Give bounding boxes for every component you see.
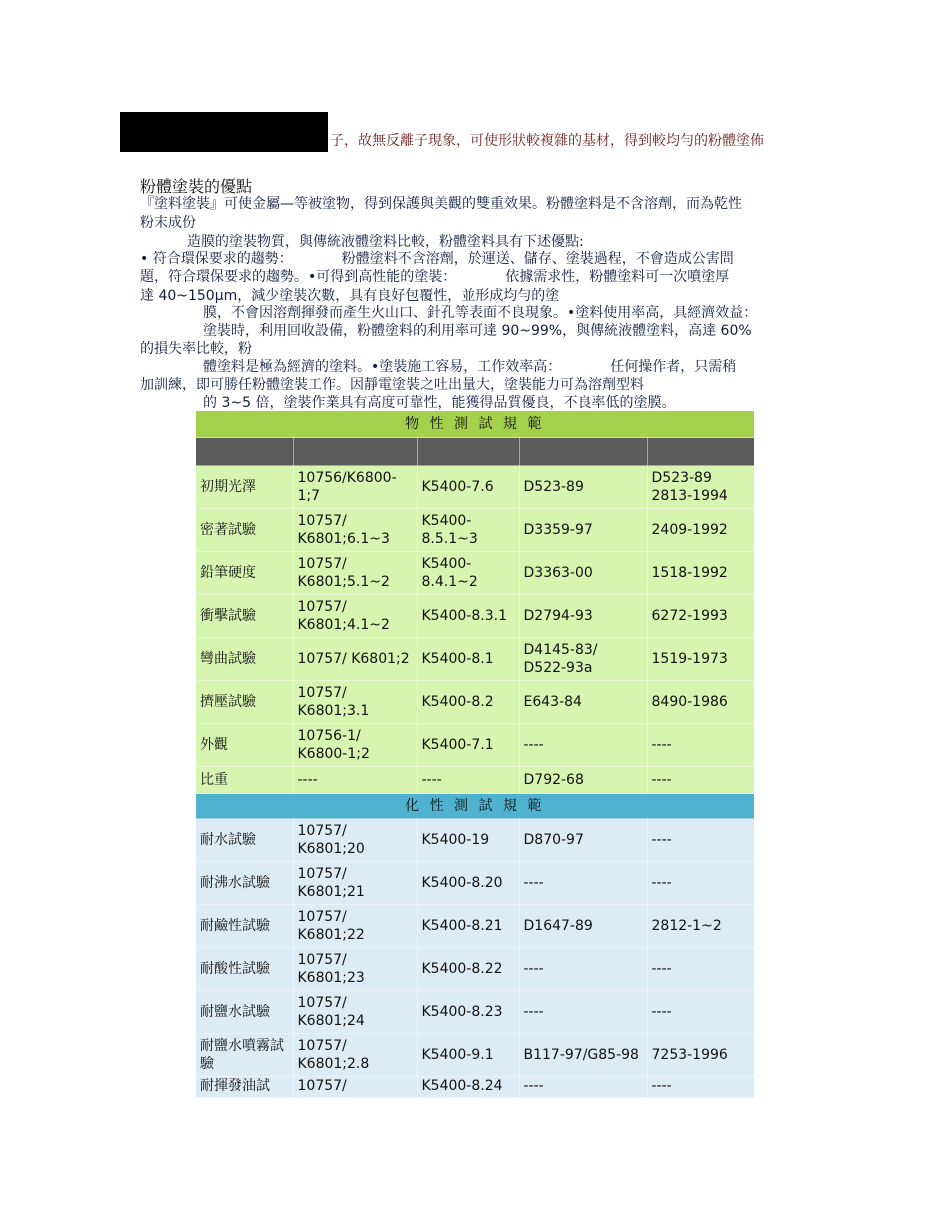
table-row <box>196 1034 754 1077</box>
jis-cell: ---- <box>417 767 519 794</box>
chemical-section-title: 化 性 測 試 規 範 <box>196 794 754 819</box>
cns-cell: 10757/ K6801;23 <box>293 948 417 991</box>
astm-cell: ---- <box>519 724 647 767</box>
paragraph-line: 造膜的塗裝物質，與傳統液體塗料比較，粉體塗料具有下述優點: <box>187 234 584 250</box>
test-name-cell: 耐揮發油試 <box>196 1077 293 1098</box>
table-row <box>196 552 754 595</box>
astm-cell: ---- <box>519 862 647 905</box>
iso-cell: ---- <box>647 724 754 767</box>
cns-cell: 10757/ K6801;3.1 <box>293 681 417 724</box>
jis-cell: K5400-8.22 <box>417 948 519 991</box>
astm-cell: ---- <box>519 948 647 991</box>
test-name-cell: 衝擊試驗 <box>196 595 293 638</box>
table-row <box>196 767 754 794</box>
test-name-cell: 耐水試驗 <box>196 819 293 862</box>
table-row <box>196 862 754 905</box>
section-heading: 粉體塗裝的優點 <box>140 177 253 196</box>
jis-cell: K5400-8.4.1~2 <box>417 552 519 595</box>
table-row <box>196 905 754 948</box>
test-name-cell: 耐鹼性試驗 <box>196 905 293 948</box>
physical-section-title: 物 性 測 試 規 範 <box>196 411 754 438</box>
jis-cell: K5400-8.20 <box>417 862 519 905</box>
paragraph-line: • 符合環保要求的趨勢： 粉體塗料不含溶劑，於運送、儲存、塗裝過程，不會造成公害問 <box>140 251 734 267</box>
astm-cell: E643-84 <box>519 681 647 724</box>
jis-cell: K5400-8.23 <box>417 991 519 1034</box>
iso-cell: 8490-1986 <box>647 681 754 724</box>
paragraph-line: 的損失率比較，粉 <box>140 341 252 357</box>
cns-cell: 10757/ K6801;4.1~2 <box>293 595 417 638</box>
top-line-text: 子，故無反離子現象，可使形狀較複雜的基材，得到較均勻的粉體塗佈 <box>330 133 764 149</box>
table-row <box>196 595 754 638</box>
astm-cell: D523-89 <box>519 466 647 509</box>
jis-cell: K5400-8.5.1~3 <box>417 509 519 552</box>
iso-cell: ---- <box>647 819 754 862</box>
table-row <box>196 948 754 991</box>
jis-cell: K5400-8.2 <box>417 681 519 724</box>
test-name-cell: 彎曲試驗 <box>196 638 293 681</box>
table-row <box>196 509 754 552</box>
iso-cell: 2812-1~2 <box>647 905 754 948</box>
jis-cell: K5400-8.21 <box>417 905 519 948</box>
iso-cell: ---- <box>647 862 754 905</box>
cns-cell: 10756/K6800-1;7 <box>293 466 417 509</box>
astm-cell: D1647-89 <box>519 905 647 948</box>
iso-cell: ---- <box>647 991 754 1034</box>
cns-cell: 10757/ K6801;6.1~3 <box>293 509 417 552</box>
jis-cell: K5400-9.1 <box>417 1034 519 1077</box>
jis-cell: K5400-19 <box>417 819 519 862</box>
paragraph-line: 塗裝時，利用回收設備，粉體塗料的利用率可達 90~99%，與傳統液體塗料，高達 60% <box>203 323 752 339</box>
astm-cell: D4145-83/ D522-93a <box>519 638 647 681</box>
astm-cell: D2794-93 <box>519 595 647 638</box>
cns-cell: 10757/ K6801;21 <box>293 862 417 905</box>
test-name-cell: 鉛筆硬度 <box>196 552 293 595</box>
astm-cell: D3359-97 <box>519 509 647 552</box>
astm-cell: ---- <box>519 991 647 1034</box>
header-cell <box>196 438 293 466</box>
cns-cell: 10757/ K6801;24 <box>293 991 417 1034</box>
astm-cell: B117-97/G85-98 <box>519 1034 647 1077</box>
physical-section-header <box>196 411 754 438</box>
table-header-row <box>196 438 754 466</box>
paragraph-line: 膜，不會因溶劑揮發而產生火山口、針孔等表面不良現象。•塗料使用率高，具經濟效益： <box>203 305 758 321</box>
paragraph-line: 粉末成份 <box>140 215 196 231</box>
table-row <box>196 1077 754 1098</box>
astm-cell: D3363-00 <box>519 552 647 595</box>
paragraph-line: 『塗料塗裝』可使金屬—等被塗物，得到保護與美觀的雙重效果。粉體塗料是不含溶劑，而為乾性 <box>140 196 742 212</box>
test-name-cell: 比重 <box>196 767 293 794</box>
jis-cell: K5400-7.6 <box>417 466 519 509</box>
cns-cell: 10757/ K6801;20 <box>293 819 417 862</box>
table-row <box>196 724 754 767</box>
table-row <box>196 819 754 862</box>
jis-cell: K5400-8.24 <box>417 1077 519 1098</box>
header-cell <box>647 438 754 466</box>
cns-cell: 10757/ K6801;22 <box>293 905 417 948</box>
iso-cell: 7253-1996 <box>647 1034 754 1077</box>
table-row <box>196 681 754 724</box>
test-name-cell: 耐鹽水試驗 <box>196 991 293 1034</box>
iso-cell: 1519-1973 <box>647 638 754 681</box>
cns-cell: 10757/ K6801;5.1~2 <box>293 552 417 595</box>
test-spec-table <box>196 411 755 1098</box>
chemical-section-header <box>196 794 754 819</box>
test-name-cell: 外觀 <box>196 724 293 767</box>
test-name-cell: 耐酸性試驗 <box>196 948 293 991</box>
jis-cell: K5400-8.3.1 <box>417 595 519 638</box>
iso-cell: ---- <box>647 767 754 794</box>
paragraph-line: 的 3~5 倍，塗裝作業具有高度可靠性，能獲得品質優良，不良率低的塗膜。 <box>203 395 676 411</box>
cns-cell: 10757/ K6801;2.8 <box>293 1034 417 1077</box>
cns-cell: ---- <box>293 767 417 794</box>
iso-cell: 2409-1992 <box>647 509 754 552</box>
paragraph-line: 達 40~150μm，減少塗裝次數，具有良好包覆性，並形成均勻的塗 <box>140 288 560 304</box>
header-cell <box>293 438 417 466</box>
iso-cell: ---- <box>647 1077 754 1098</box>
test-name-cell: 擠壓試驗 <box>196 681 293 724</box>
astm-cell: ---- <box>519 1077 647 1098</box>
astm-cell: D870-97 <box>519 819 647 862</box>
iso-cell: 6272-1993 <box>647 595 754 638</box>
test-name-cell: 密著試驗 <box>196 509 293 552</box>
test-name-cell: 耐鹽水噴霧試驗 <box>196 1034 293 1077</box>
cns-cell: 10757/ <box>293 1077 417 1098</box>
paragraph-line: 體塗料是極為經濟的塗料。•塗裝施工容易，工作效率高： 任何操作者，只需稍 <box>203 359 737 375</box>
jis-cell: K5400-8.1 <box>417 638 519 681</box>
test-name-cell: 耐沸水試驗 <box>196 862 293 905</box>
header-cell <box>519 438 647 466</box>
iso-cell: D523-89 2813-1994 <box>647 466 754 509</box>
table-row <box>196 991 754 1034</box>
iso-cell: 1518-1992 <box>647 552 754 595</box>
iso-cell: ---- <box>647 948 754 991</box>
paragraph-line: 題，符合環保要求的趨勢。•可得到高性能的塗裝： 依據需求性，粉體塗料可一次噴塗厚 <box>140 269 730 285</box>
cns-cell: 10756-1/ K6800-1;2 <box>293 724 417 767</box>
astm-cell: D792-68 <box>519 767 647 794</box>
redaction-block <box>120 112 328 152</box>
paragraph-line: 加訓練，即可勝任粉體塗裝工作。因靜電塗裝之吐出量大，塗裝能力可為溶劑型料 <box>140 377 644 393</box>
table-row <box>196 638 754 681</box>
table-row <box>196 466 754 509</box>
test-name-cell: 初期光澤 <box>196 466 293 509</box>
cns-cell: 10757/ K6801;2 <box>293 638 417 681</box>
jis-cell: K5400-7.1 <box>417 724 519 767</box>
header-cell <box>417 438 519 466</box>
